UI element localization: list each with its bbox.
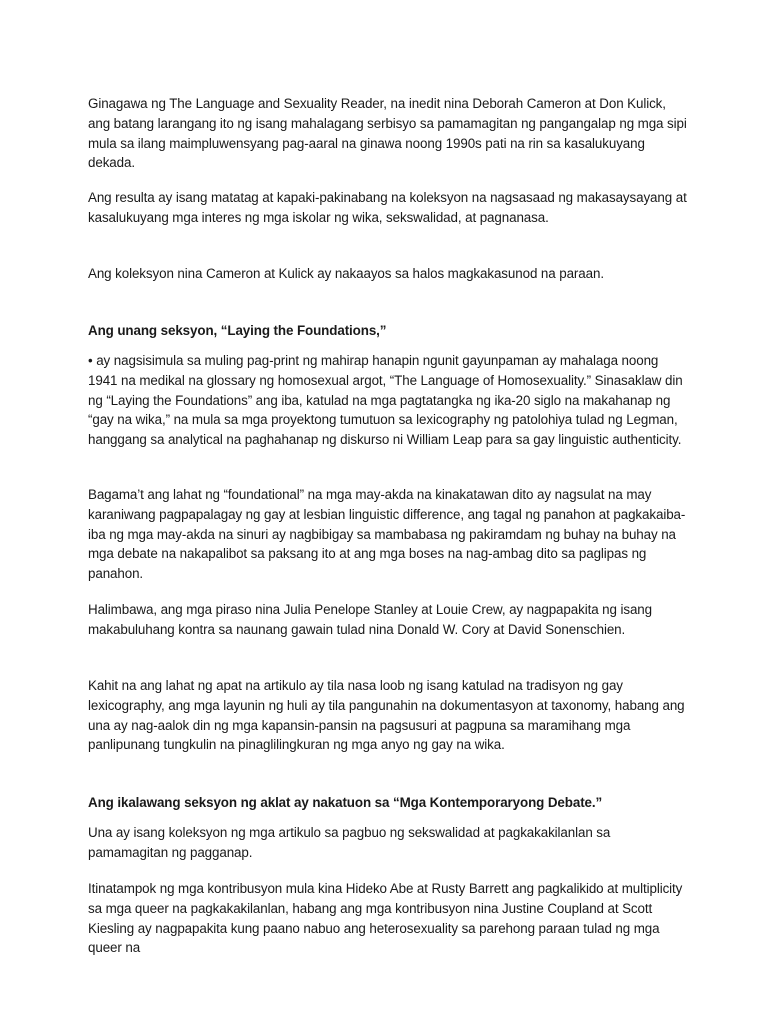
performance-paragraph: Una ay isang koleksyon ng mga artikulo sa pagbuo ng sekswalidad at pagkakakilanlan sa pamamagitan ng pagganap. bbox=[88, 825, 611, 860]
section-one-heading: Ang unang seksyon, “Laying the Foundations,” bbox=[88, 323, 387, 338]
section-two-heading: Ang ikalawang seksyon ng aklat ay nakatuon sa “Mga Kontemporaryong Debate.” bbox=[88, 795, 603, 810]
foundational-paragraph: Bagama’t ang lahat ng “foundational” na mga may-akda na kinakatawan dito ay nagsulat na may karaniwang pagpapalagay ng gay at lesbian linguistic difference, ang tagal ng panahon at pagkakaiba-iba ng mga may-akda na sinuri ay nagbibigay sa mambabasa ng pakiramdam ng buhay na buhay na mga debate na nakapalibot sa paksang ito at ang mga boses na nag-ambag dito sa paglipas ng panahon. bbox=[88, 487, 686, 582]
arrangement-paragraph: Ang koleksyon nina Cameron at Kulick ay nakaayos sa halos magkakasunod na paraan. bbox=[88, 266, 604, 281]
intro-paragraph: Ginagawa ng The Language and Sexuality Reader, na inedit nina Deborah Cameron at Don Kulick, ang batang larangang ito ng isang mahalagang serbisyo sa pamamagitan ng pangangalap ng mga sipi mula sa ilang maimpluwensyang pag-aaral na ginawa noong 1990s pati na rin sa kasalukuyang dekada. bbox=[88, 96, 687, 171]
section-one-bullet: • ay nagsisimula sa muling pag-print ng mahirap hanapin ngunit gayunpaman ay mahalaga noong 1941 na medikal na glossary ng homosexual argot, “The Language of Homosexuality.” Sinasaklaw din ng “Laying the Foundations” ang iba, katulad na mga pagtatangka ng ika-20 siglo na makahanap ng “gay na wika,” na mula sa mga proyektong tumutuon sa lexicography ng patolohiya tulad ng Legman, hanggang sa analytical na paghahanap ng diskurso ni William Leap para sa gay linguistic authenticity. bbox=[88, 353, 683, 448]
result-paragraph: Ang resulta ay isang matatag at kapaki-pakinabang na koleksyon na nagsasaad ng makasaysayang at kasalukuyang mga interes ng mga iskolar ng wika, sekswalidad, at pagnanasa. bbox=[88, 190, 687, 225]
example-paragraph: Halimbawa, ang mga piraso nina Julia Penelope Stanley at Louie Crew, ay nagpapakita ng isang makabuluhang kontra sa naunang gawain tulad nina Donald W. Cory at David Sonenschien. bbox=[88, 602, 652, 637]
contributions-paragraph: Itinatampok ng mga kontribusyon mula kina Hideko Abe at Rusty Barrett ang pagkalikido at multiplicity sa mga queer na pagkakakilanlan, habang ang mga kontribusyon nina Justine Coupland at Scott Kiesling ay nagpapakita kung paano nabuo ang heterosexuality sa parehong paraan tulad ng mga queer na bbox=[88, 881, 683, 956]
lexicography-paragraph: Kahit na ang lahat ng apat na artikulo ay tila nasa loob ng isang katulad na tradisyon ng gay lexicography, ang mga layunin ng huli ay tila pangunahin na dokumentasyon at taxonomy, habang ang una ay nag-aalok din ng mga kapansin-pansin na pagsusuri at pagpuna sa maramihang mga panlipunang tungkulin na pinaglilingkuran ng mga anyo ng gay na wika. bbox=[88, 678, 685, 753]
